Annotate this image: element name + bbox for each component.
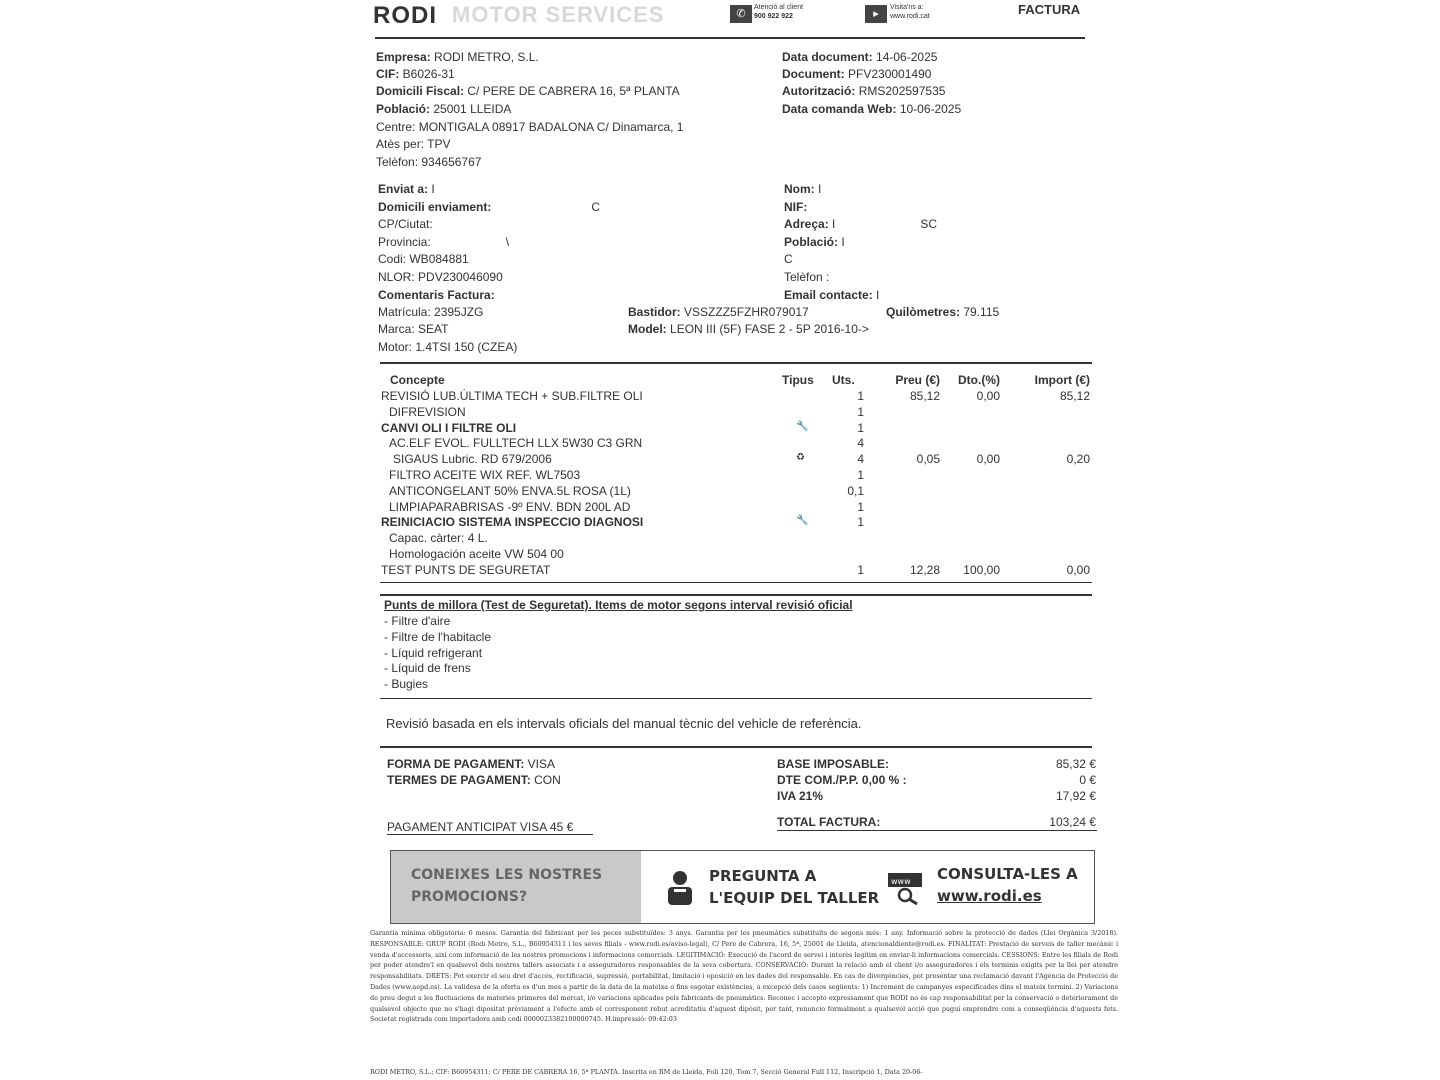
company-domicili: Domicili Fiscal: C/ PERE DE CABRERA 16, 5ª PLANTA bbox=[376, 84, 680, 98]
vehicle-plate: Matrícula: 2395JZG bbox=[378, 305, 484, 319]
advance-underline bbox=[387, 834, 593, 835]
brand-logo: RODI bbox=[373, 2, 437, 29]
legal-footer: RODI METRO, S.L.; CIF: B60954311; C/ PERE DE CABRERA 16, 5ª PLANTA. Inscrita en RM de Lleida, Foli 120, Tom 7, Secció General Full 112, Inscripció 1, Data 20-06- bbox=[370, 1068, 923, 1076]
row-amount: 85,12 bbox=[1059, 389, 1090, 403]
document-type: FACTURA bbox=[1018, 2, 1081, 17]
promo-ask-line2: L'EQUIP DEL TALLER bbox=[709, 889, 880, 907]
web-url[interactable]: www.rodi.cat bbox=[890, 13, 930, 20]
row-concept: REVISIÓ LUB.ÚLTIMA TECH + SUB.FILTRE OLI bbox=[381, 389, 643, 403]
row-units: 1 bbox=[857, 500, 864, 514]
ship-comments: Comentaris Factura: bbox=[378, 288, 495, 302]
row-units: 4 bbox=[857, 436, 864, 450]
promo-website-link[interactable]: www.rodi.es bbox=[937, 887, 1042, 905]
row-units: 1 bbox=[857, 563, 864, 577]
table-bottom-rule bbox=[380, 582, 1092, 583]
client-city-extra: C bbox=[784, 252, 793, 266]
vat-label: IVA 21% bbox=[777, 789, 824, 803]
web-search-icon bbox=[887, 871, 925, 910]
promo-banner bbox=[390, 850, 1095, 924]
contact-phone: 900 922 922 bbox=[754, 13, 793, 20]
row-price: 12,28 bbox=[909, 563, 940, 577]
doc-order-date: Data comanda Web: 10-06-2025 bbox=[782, 102, 962, 116]
promo-left-panel bbox=[391, 851, 641, 923]
row-discount: 0,00 bbox=[976, 389, 1000, 403]
wrench-icon: 🔧 bbox=[796, 421, 809, 432]
client-nif: NIF: bbox=[784, 200, 808, 214]
vehicle-model: Model: LEON III (5F) FASE 2 - 5P 2016-10-> bbox=[628, 322, 869, 336]
vat-value: 17,92 € bbox=[1055, 789, 1096, 803]
row-concept: TEST PUNTS DE SEGURETAT bbox=[381, 563, 551, 577]
row-concept: Capac. càrter: 4 L. bbox=[389, 531, 488, 545]
base-value: 85,32 € bbox=[1055, 757, 1096, 771]
base-label: BASE IMPOSABLE: bbox=[777, 757, 890, 771]
payment-method: FORMA DE PAGAMENT: VISA bbox=[387, 757, 556, 771]
promo-question-line1: CONEIXES LES NOSTRES bbox=[411, 867, 603, 883]
discount-label: DTE COM./P.P. 0,00 % : bbox=[777, 773, 907, 787]
row-units: 4 bbox=[857, 452, 864, 466]
leaf-icon: ♻ bbox=[796, 452, 805, 463]
contact-block bbox=[730, 4, 752, 23]
vehicle-km: Quilòmetres: 79.115 bbox=[886, 305, 1000, 319]
table-top-rule bbox=[380, 362, 1092, 364]
row-concept: CANVI OLI I FILTRE OLI bbox=[381, 421, 517, 435]
improvement-item: - Líquid refrigerant bbox=[384, 645, 483, 660]
col-amount: Import (€) bbox=[1034, 373, 1090, 387]
promo-consult-line1: CONSULTA-LES A bbox=[937, 865, 1078, 883]
row-concept: DIFREVISION bbox=[389, 405, 466, 419]
total-value: 103,24 € bbox=[1049, 815, 1096, 829]
web-block bbox=[865, 4, 887, 23]
row-price: 85,12 bbox=[909, 389, 940, 403]
improvements-title: Punts de millora (Test de Seguretat). Items de motor segons interval revisió oficial bbox=[384, 598, 853, 612]
row-units: 1 bbox=[857, 468, 864, 482]
improvement-item: - Bugies bbox=[384, 677, 429, 692]
col-type: Tipus bbox=[782, 373, 814, 387]
phone-icon: ✆ bbox=[730, 5, 752, 23]
payment-advance: PAGAMENT ANTICIPAT VISA 45 € bbox=[387, 820, 574, 834]
row-units: 1 bbox=[857, 405, 864, 419]
row-amount: 0,20 bbox=[1066, 452, 1090, 466]
row-discount: 0,00 bbox=[976, 452, 1000, 466]
row-concept: SIGAUS Lubric. RD 679/2006 bbox=[393, 452, 552, 466]
row-concept: FILTRO ACEITE WIX REF. WL7503 bbox=[389, 468, 581, 482]
ship-lor: NLOR: PDV230046090 bbox=[378, 270, 503, 284]
total-label: TOTAL FACTURA: bbox=[777, 815, 881, 829]
row-concept: LIMPIAPARABRISAS -9º ENV. BDN 200L AD bbox=[389, 500, 631, 514]
total-underline bbox=[777, 830, 1097, 831]
row-concept: ANTICONGELANT 50% ENVA.5L ROSA (1L) bbox=[389, 484, 631, 498]
row-discount: 100,00 bbox=[963, 563, 1000, 577]
client-name: Nom: I bbox=[784, 182, 822, 196]
service-note: Revisió basada en els intervals oficials del manual tècnic del vehicle de referència. bbox=[386, 716, 862, 731]
row-amount: 0,00 bbox=[1066, 563, 1090, 577]
row-units: 0,1 bbox=[847, 484, 864, 498]
cursor-icon: ▸ bbox=[865, 5, 887, 23]
ship-province: Provincia: \ bbox=[378, 235, 510, 249]
mechanic-icon bbox=[663, 869, 697, 912]
brand-subtitle: MOTOR SERVICES bbox=[452, 2, 665, 27]
doc-date: Data document: 14-06-2025 bbox=[782, 50, 938, 64]
payment-terms: TERMES DE PAGAMENT: CON bbox=[387, 773, 561, 787]
ship-to: Enviat a: I bbox=[378, 182, 435, 196]
svg-text:www: www bbox=[891, 877, 911, 886]
legal-text: Garantia mínima obligatòria: 6 mesos. Garantia del fabricant per les peces substituïdes: 3 anys. Garantia per les pneumàtics substituïts de segons més: 1 any. Informació sobre la protecció de dades (Llei Orgànica 3/2018). RESPONSABLE: GRUP RODI (Rodi Metro, S.L., B60954311 i les seves filials - www.rodi.es/aviso-legal), C/ Pere de Cabrera, 16, 5ª, 25001 de Lleida, atencionaldiente@rodi.es. FINALITAT: Prestació de serveis de taller mecànic i venda d'accessoris, així com informació de les nostres promocions i informacions comercials. LEGITIMACIÓ: Execució de l'acord de servei i interès legítim en enviar-li informacions comercials. CESSIONS: Entre les filials de Rodi per poder atendre'l en qualsevol dels nostres tallers associats i a asseguradores responsables de la seva cobertura. CONSERVACIÓ: Durant la relació amb el client i/o asseguradores i els terminis exigits per la llei per atendre responsabilitats. DRETS: Pot exercir el seu dret d'accés, rectificació, supressió, portabilitat, limitació i oposició en les dades del responsable. En cas de divergències, pot presentar una reclamació davant l'Agència de Protecció de Dades (www.aepd.es). La validesa de la oferta es d'un mes a partir de la data de la mateixa o fins esgotar existències, a excepció dels casos següents: 1) Increment de campanyes especificades dins el mateix termini. 2) Variacions de preu degut a les fluctuacions de materies primeres del mercat, i/o variacions aplicades pels fabricants de pneumàtics. Reconec i accepto expressament que RODI no és cap responsabilitat per la conservació o deteriorament de qualsevol objecte que no s'hagi dipositat prèviament a l'efecte amb el corresponent rebut acreditatiu d'aquest dipòsit, per tant, renuncio formalment a qualsevol acció que pugui emprendre com a conseqüència d'aquests fets. Societat registrada com importadora amb codi 0000023382100000745. H.impressió: 09:42:03 bbox=[370, 929, 1118, 1024]
contact-label: Atenció al client bbox=[754, 4, 804, 11]
improvement-item: - Filtre d'aire bbox=[384, 614, 451, 628]
col-price: Preu (€) bbox=[895, 373, 940, 387]
wrench-icon: 🔧 bbox=[796, 515, 809, 526]
note-rule bbox=[380, 698, 1092, 699]
row-price: 0,05 bbox=[916, 452, 940, 466]
company-ates: Atès per: TPV bbox=[376, 137, 451, 151]
header-rule bbox=[375, 37, 1085, 39]
vehicle-vin: Bastidor: VSSZZZ5FZHR079017 bbox=[628, 305, 809, 319]
row-units: 1 bbox=[857, 515, 864, 529]
ship-address: Domicili enviament: C bbox=[378, 200, 601, 214]
promo-question-line2: PROMOCIONS? bbox=[411, 889, 528, 905]
ship-cp: CP/Ciutat: bbox=[378, 217, 433, 231]
col-discount: Dto.(%) bbox=[958, 373, 1000, 387]
ship-code: Codi: WB084881 bbox=[378, 252, 469, 266]
doc-authorization: Autorització: RMS202597535 bbox=[782, 84, 946, 98]
improvement-item: - Filtre de l'habitacle bbox=[384, 629, 492, 644]
row-units: 1 bbox=[857, 389, 864, 403]
improvements-top-rule bbox=[380, 594, 1092, 596]
company-telefon: Telèfon: 934656767 bbox=[376, 155, 482, 169]
row-concept: REINICIACIO SISTEMA INSPECCIO DIAGNOSI bbox=[381, 515, 644, 529]
client-address: Adreça: I SC bbox=[784, 217, 938, 231]
company-row: Empresa: RODI METRO, S.L. bbox=[376, 50, 539, 64]
col-units: Uts. bbox=[832, 373, 855, 387]
promo-ask-line1: PREGUNTA A bbox=[709, 867, 817, 885]
row-units: 1 bbox=[857, 421, 864, 435]
client-city: Població: I bbox=[784, 235, 845, 249]
payment-rule bbox=[380, 746, 1092, 748]
row-concept: Homologación aceite VW 504 00 bbox=[389, 547, 564, 561]
col-concept: Concepte bbox=[390, 373, 445, 387]
vehicle-brand: Marca: SEAT bbox=[378, 322, 449, 336]
client-phone: Telèfon : bbox=[784, 270, 830, 284]
vehicle-engine: Motor: 1.4TSI 150 (CZEA) bbox=[378, 340, 518, 354]
row-concept: AC.ELF EVOL. FULLTECH LLX 5W30 C3 GRN bbox=[389, 436, 643, 450]
web-label: Visita'ns a: bbox=[890, 4, 924, 11]
improvement-item: - Líquid de frens bbox=[384, 661, 471, 676]
client-email: Email contacte: I bbox=[784, 288, 880, 302]
discount-value: 0 € bbox=[1079, 773, 1096, 787]
company-cif: CIF: B6026-31 bbox=[376, 67, 455, 81]
company-centre: Centre: MONTIGALA 08917 BADALONA C/ Dinamarca, 1 bbox=[376, 120, 684, 134]
doc-number: Document: PFV230001490 bbox=[782, 67, 932, 81]
company-poblacio: Població: 25001 LLEIDA bbox=[376, 102, 512, 116]
